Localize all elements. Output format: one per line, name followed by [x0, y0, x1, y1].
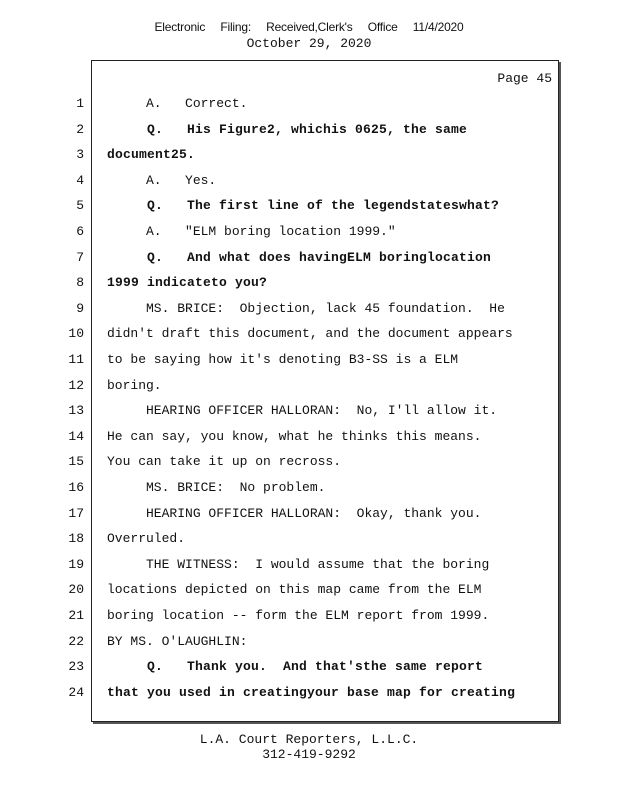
line-number: 10	[68, 326, 84, 341]
line-number: 18	[68, 531, 84, 546]
line-number: 14	[68, 429, 84, 444]
filing-electronic: Electronic	[154, 20, 206, 34]
line-number: 16	[68, 480, 84, 495]
line-number: 9	[76, 301, 84, 316]
transcript-line: Q. The first line of the legendstateswhat?	[107, 198, 500, 213]
filing-office: Office	[367, 20, 398, 34]
line-number: 11	[68, 352, 84, 367]
transcript-line: BY MS. O'LAUGHLIN:	[107, 634, 248, 649]
transcript-line: MS. BRICE: Objection, lack 45 foundation. He	[107, 301, 505, 316]
transcript-line: HEARING OFFICER HALLORAN: No, I'll allow it.	[107, 403, 498, 418]
transcript-line: A. Correct.	[107, 96, 248, 111]
transcript-date: October 29, 2020	[246, 36, 372, 51]
transcript-line: A. "ELM boring location 1999."	[107, 224, 396, 239]
transcript-line: HEARING OFFICER HALLORAN: Okay, thank you.	[107, 506, 482, 521]
footer-company: L.A. Court Reporters, L.L.C.	[199, 732, 419, 747]
transcript-line: Q. Thank you. And that'sthe same report	[107, 659, 484, 674]
transcript-line: locations depicted on this map came from the ELM	[107, 582, 482, 597]
transcript-line: to be saying how it's denoting B3-SS is a ELM	[107, 352, 459, 367]
footer-phone: 312-419-9292	[262, 747, 356, 762]
transcript-line: THE WITNESS: I would assume that the boring	[107, 557, 490, 572]
transcript-line: A. Yes.	[107, 173, 217, 188]
filing-stamp	[0, 20, 618, 34]
line-number: 4	[76, 173, 84, 188]
line-number: 23	[68, 659, 84, 674]
transcript-line: that you used in creatingyour base map for creating	[107, 685, 516, 700]
line-number: 6	[76, 224, 84, 239]
transcript-line: Q. His Figure2, whichis 0625, the same	[107, 122, 468, 137]
line-number: 12	[68, 378, 84, 393]
line-number: 17	[68, 506, 84, 521]
line-number: 20	[68, 582, 84, 597]
line-number: 13	[68, 403, 84, 418]
filing-date: 11/4/2020	[412, 20, 464, 34]
transcript-line: Q. And what does havingELM boringlocation	[107, 250, 492, 265]
line-number: 19	[68, 557, 84, 572]
line-number: 7	[76, 250, 84, 265]
transcript-line: document25.	[107, 147, 196, 162]
line-number: 2	[76, 122, 84, 137]
transcript-line: didn't draft this document, and the document appears	[107, 326, 513, 341]
line-number: 22	[68, 634, 84, 649]
line-number: 24	[68, 685, 84, 700]
line-number: 3	[76, 147, 84, 162]
line-number: 8	[76, 275, 84, 290]
filing-label: Filing:	[220, 20, 251, 34]
transcript-line: Overruled.	[107, 531, 186, 546]
filing-received: Received,Clerk's	[266, 20, 353, 34]
transcript-line: MS. BRICE: No problem.	[107, 480, 326, 495]
transcript-line: He can say, you know, what he thinks this means.	[107, 429, 482, 444]
transcript-line: boring location -- form the ELM report from 1999.	[107, 608, 490, 623]
page-number: Page 45	[497, 71, 552, 86]
transcript-line: boring.	[107, 378, 162, 393]
line-number: 1	[76, 96, 84, 111]
transcript-line: You can take it up on recross.	[107, 454, 342, 469]
line-number: 15	[68, 454, 84, 469]
line-number: 21	[68, 608, 84, 623]
transcript-line: 1999 indicateto you?	[107, 275, 268, 290]
line-number: 5	[76, 198, 84, 213]
